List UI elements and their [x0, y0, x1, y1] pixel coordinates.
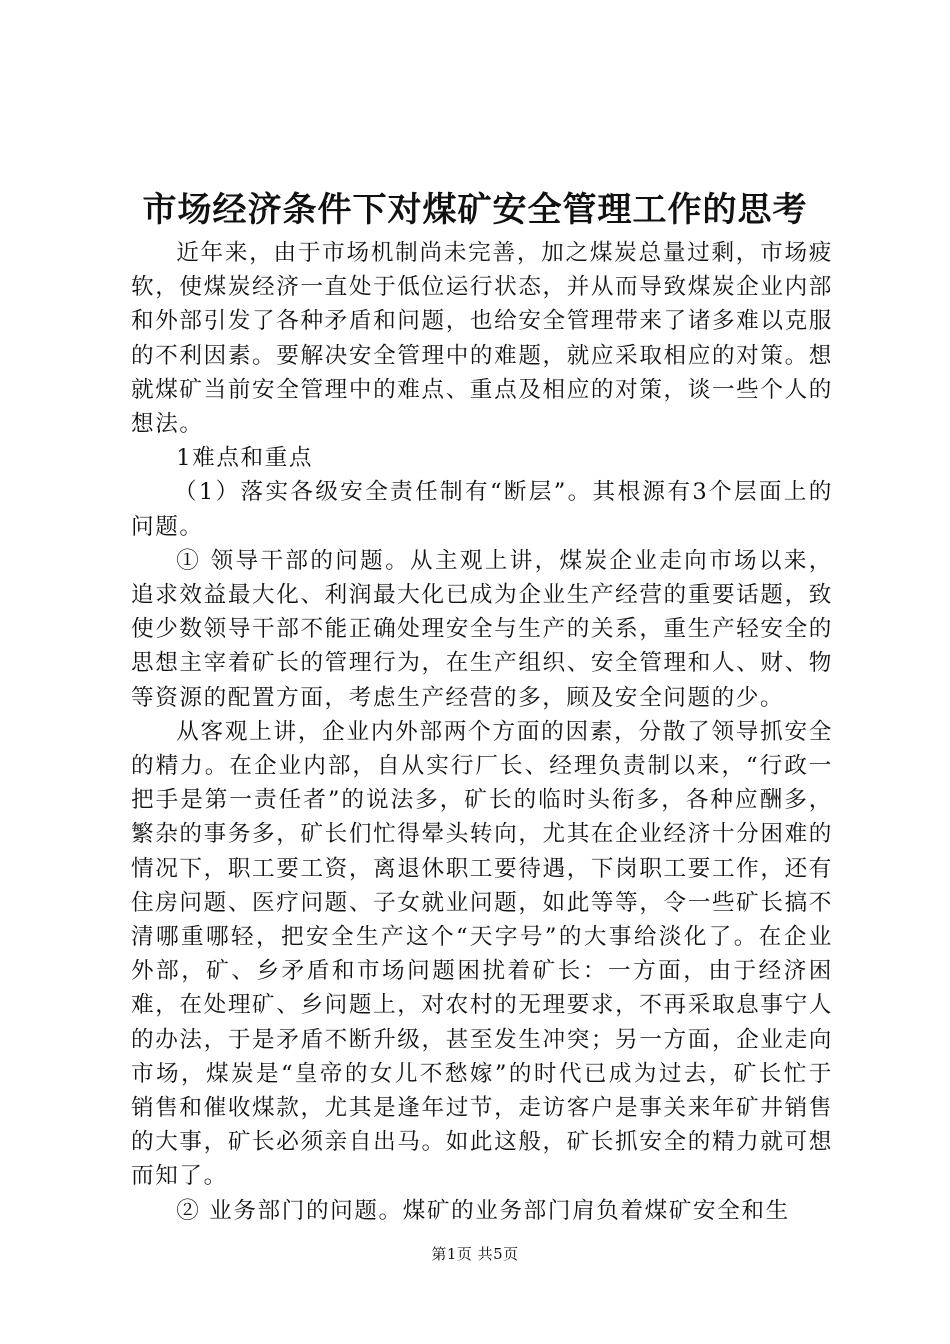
intro-paragraph: 近年来，由于市场机制尚未完善，加之煤炭总量过剩，市场疲软，使煤炭经济一直处于低位运行状态，并从而导致煤炭企业内部和外部引发了各种矛盾和问题，也给安全管理带来了诸多难以克服的不利因素。要解决安全管理中的难题，就应采取相应的对策。想就煤矿当前安全管理中的难点、重点及相应的对策，谈一些个人的想法。 — [131, 240, 833, 438]
body-paragraph: 从客观上讲，企业内外部两个方面的因素，分散了领导抓安全的精力。在企业内部，自从实行厂长、经理负责制以来，“行政一把手是第一责任者”的说法多，矿长的临时头衔多，各种应酬多，繁杂的事务多，矿长们忙得晕头转向，尤其在企业经济十分困难的情况下，职工要工资，离退休职工要待遇，下岗职工要工作，还有住房问题、医疗问题、子女就业问题，如此等等，令一些矿长搞不清哪重哪轻，把安全生产这个“天字号”的大事给淡化了。在企业外部，矿、乡矛盾和市场问题困扰着矿长：一方面，由于经济困难，在处理矿、乡问题上，对农村的无理要求，不再采取息事宁人的办法，于是矛盾不断升级，甚至发生冲突；另一方面，企业走向市场，煤炭是“皇帝的女儿不愁嫁”的时代已成为过去，矿长忙于销售和催收煤款，尤其是逢年过节，走访客户是事关来年矿井销售的大事，矿长必须亲自出马。如此这般，矿长抓安全的精力就可想而知了。 — [131, 718, 833, 1190]
body-paragraph: ① 领导干部的问题。从主观上讲，煤炭企业走向市场以来，追求效益最大化、利润最大化已成为企业生产经营的重要话题，致使少数领导干部不能正确处理安全与生产的关系，重生产轻安全的思想主宰着矿长的管理行为，在生产组织、安全管理和人、财、物等资源的配置方面，考虑生产经营的多，顾及安全问题的少。 — [131, 547, 833, 711]
subsection-heading: （1）落实各级安全责任制有“断层”。其根源有3个层面上的问题。 — [131, 479, 833, 540]
section-heading: 1难点和重点 — [176, 445, 314, 472]
document-body — [131, 236, 833, 1228]
body-paragraph: ② 业务部门的问题。煤矿的业务部门肩负着煤矿安全和生 — [176, 1197, 790, 1224]
document-title: 市场经济条件下对煤矿安全管理工作的思考 — [142, 190, 808, 230]
page-footer: 第1页 共5页 — [431, 1245, 519, 1263]
